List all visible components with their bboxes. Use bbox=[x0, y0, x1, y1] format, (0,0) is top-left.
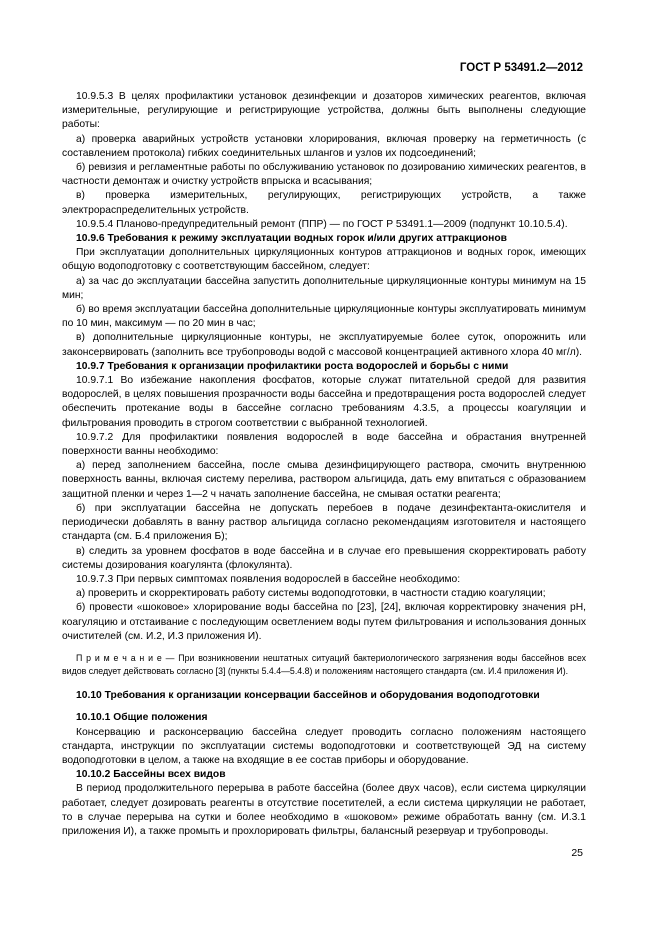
paragraph: б) ревизия и регламентные работы по обслуживанию установок по дозированию химических реагентов, в частности демонтаж и очистку устройств впрыска и всасывания; bbox=[62, 162, 586, 188]
document-body bbox=[62, 90, 586, 839]
paragraph: в) следить за уровнем фосфатов в воде бассейна и в случае его превышения скорректировать работу системы дозирования коагулянта (флокулянта). bbox=[62, 545, 586, 571]
section-heading: 10.9.6 Требования к режиму эксплуатации водных горок и/или других аттракционов bbox=[76, 233, 508, 245]
paragraph: В период продолжительного перерыва в работе бассейна (более двух часов), если система циркуляции работает, следует дозировать реагенты в отсутствие посетителей, а если система циркуляции не работает, то в случае перерыва на сутки и более необходимо в «шоковом» режиме обработать ванну (см. И.3.1 приложения И), а также промыть и прохлорировать фильтры, балансный резервуар и трубопроводы. bbox=[62, 783, 586, 837]
paragraph: 10.9.5.4 Планово-предупредительный ремонт (ППР) — по ГОСТ Р 53491.1—2009 (подпункт 10.10.5.4). bbox=[76, 218, 568, 230]
paragraph: При эксплуатации дополнительных циркуляционных контуров аттракционов и водных горок, имеющих общую водоподготовку с соответствующим бассейном, следует: bbox=[62, 247, 586, 273]
paragraph: Консервацию и расконсервацию бассейна следует проводить согласно положениям настоящего стандарта, инструкции по эксплуатации системы водоподготовки и соответствующей ЭД на систему водоподготовки в целом, а также на входящие в ее состав приборы и оборудование. bbox=[62, 726, 586, 766]
paragraph: б) при эксплуатации бассейна не допускать перебоев в подаче дезинфектанта-окислителя и периодически добавлять в ванну раствор альгицида согласно рекомендациям изготовителя и настоящего стандарта (см. Б.4 приложения Б); bbox=[62, 502, 586, 543]
paragraph: а) проверка аварийных устройств установки хлорирования, включая проверку на герметичность (с составлением протокола) гибких соединительных шлангов и узлов их подсоединений; bbox=[62, 133, 586, 159]
document-header: ГОСТ Р 53491.2—2012 bbox=[459, 62, 583, 74]
paragraph: 10.9.5.3 В целях профилактики установок дезинфекции и дозаторов химических реагентов, включая измерительные, регулирующие и регистрирующие устройства, должны быть выполнены следующие работы: bbox=[62, 91, 586, 131]
paragraph: 10.9.7.3 При первых симптомах появления водорослей в бассейне необходимо: bbox=[76, 573, 461, 585]
paragraph: а) перед заполнением бассейна, после смыва дезинфицирующего раствора, смочить внутреннюю поверхность ванны, включая систему перелива, раствором альгицида, дать ему впитаться с образованием защитной пленки и через 1—2 ч начать заполнение бассейна, не смывая остатки реагента; bbox=[62, 460, 586, 500]
section-heading: 10.10 Требования к организации консервации бассейнов и оборудования водоподготовки bbox=[76, 690, 540, 702]
note: П р и м е ч а н и е — При возникновении нештатных ситуаций бактериологического загрязнения воды бассейнов всех видов следует действовать согласно [3] (пункты 5.4.4—5.4.8) и положениям настоящего стандарта (см. И.4 приложения И). bbox=[62, 652, 586, 676]
section-heading: 10.10.2 Бассейны всех видов bbox=[76, 769, 226, 781]
paragraph: б) во время эксплуатации бассейна дополнительные циркуляционные контуры эксплуатировать минимум по 10 мин, максимум — по 20 мин в час; bbox=[62, 304, 586, 330]
paragraph: 10.9.7.2 Для профилактики появления водорослей в воде бассейна и обрастания внутренней поверхности ванны необходимо: bbox=[62, 431, 586, 458]
paragraph: б) провести «шоковое» хлорирование воды бассейна по [23], [24], включая корректировку значения pH, коагуляцию и отстаивание с последующим осветлением воды путем фильтрования и использования донных очистителей (см. И.2, И.3 приложения И). bbox=[62, 602, 586, 642]
paragraph: 10.9.7.1 Во избежание накопления фосфатов, которые служат питательной средой для развития водорослей, в целях повышения прозрачности воды бассейна и предотвращения роста водорослей следует обеспечить протекание воды в бассейне согласно требованиям 4.3.5, а процессы коагуляции и фильтрования проводить в строгом соответствии с выбранной технологией. bbox=[62, 375, 586, 429]
paragraph: а) проверить и скорректировать работу системы водоподготовки, в частности стадию коагуляции; bbox=[76, 588, 546, 600]
paragraph: в) дополнительные циркуляционные контуры, не эксплуатируемые более суток, опорожнить или законсервировать (заполнить все трубопроводы водой с массовой концентрацией активного хлора 40 мг/л). bbox=[62, 332, 586, 358]
paragraph: в) проверка измерительных, регулирующих, регистрирующих устройств, а также электрораспределительных устройств. bbox=[62, 190, 586, 216]
section-heading: 10.10.1 Общие положения bbox=[76, 712, 208, 724]
page-number: 25 bbox=[571, 847, 583, 859]
section-heading: 10.9.7 Требования к организации профилактики роста водорослей и борьбы с ними bbox=[76, 360, 509, 372]
paragraph: а) за час до эксплуатации бассейна запустить дополнительные циркуляционные контуры минимум на 15 мин; bbox=[62, 275, 586, 301]
